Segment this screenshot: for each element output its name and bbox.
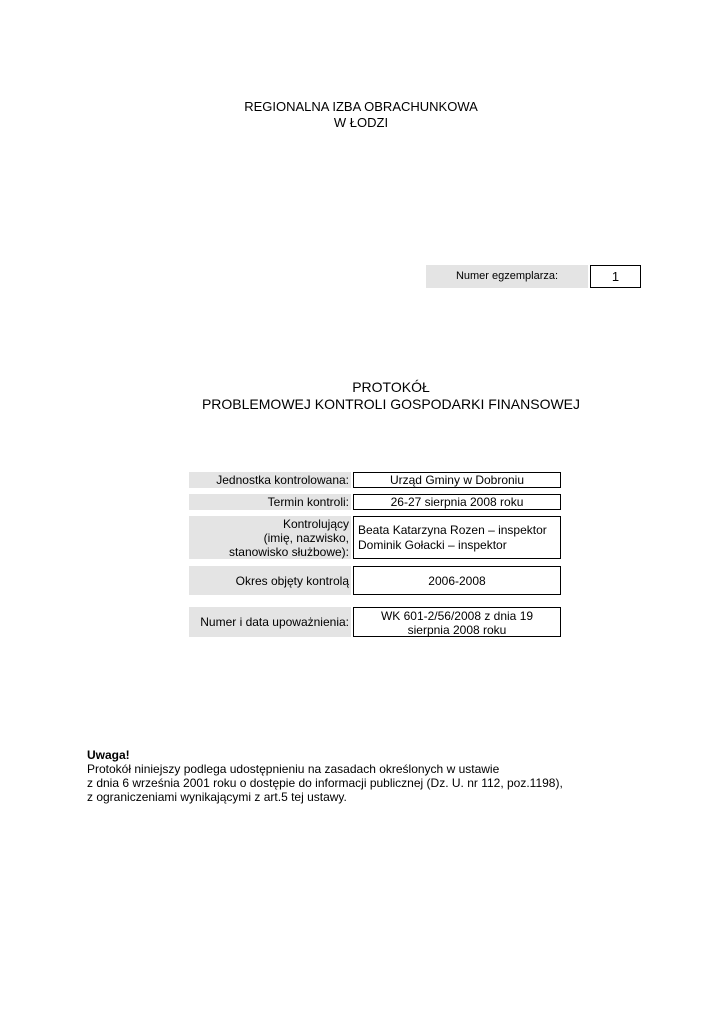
inspectors-label (189, 516, 351, 559)
field-row-inspectors (189, 516, 561, 559)
control-date-label: Termin kontroli: (189, 494, 351, 510)
inspectors-label-line: Kontrolujący (282, 517, 349, 531)
inspector-name: Beata Katarzyna Rozen – inspektor (358, 523, 547, 537)
field-row-period (189, 566, 561, 595)
field-row-controlled-unit (189, 472, 561, 488)
inspectors-value (353, 516, 561, 559)
copy-number-value: 1 (590, 265, 641, 288)
controlled-unit-label: Jednostka kontrolowana: (189, 472, 351, 488)
notice-line: Protokół niniejszy podlega udostępnieniu na zasadach określonych w ustawie (87, 762, 500, 776)
notice-line: z dnia 6 września 2001 roku o dostępie do informacji publicznej (Dz. U. nr 112, poz.1198), (87, 776, 563, 790)
title-line-1: PROTOKÓŁ (352, 379, 430, 395)
authorization-value-line: sierpnia 2008 roku (407, 623, 507, 637)
title-line-2: PROBLEMOWEJ KONTROLI GOSPODARKI FINANSOWEJ (201, 396, 581, 412)
period-value: 2006-2008 (353, 566, 561, 595)
controlled-unit-value: Urząd Gminy w Dobroniu (353, 472, 561, 488)
period-label: Okres objęty kontrolą (189, 566, 351, 595)
copy-number-label: Numer egzemplarza: (426, 265, 588, 288)
institution-header (0, 99, 724, 131)
field-row-control-date (189, 494, 561, 510)
institution-city: W ŁODZI (333, 115, 389, 130)
authorization-value-line: WK 601-2/56/2008 z dnia 19 (380, 609, 534, 623)
control-date-value: 26-27 sierpnia 2008 roku (353, 494, 561, 510)
field-row-authorization (189, 607, 561, 637)
inspectors-label-line: stanowisko służbowe): (228, 545, 349, 559)
notice-line: z ograniczeniami wynikającymi z art.5 tej ustawy. (87, 790, 347, 804)
notice (87, 748, 563, 804)
institution-name: REGIONALNA IZBA OBRACHUNKOWA (244, 99, 478, 114)
notice-heading: Uwaga! (87, 748, 130, 762)
inspector-name: Dominik Gołacki – inspektor (358, 538, 507, 552)
authorization-label: Numer i data upoważnienia: (189, 607, 351, 637)
document-title (0, 379, 724, 413)
authorization-value (353, 607, 561, 637)
inspectors-label-line: (imię, nazwisko, (263, 531, 349, 545)
